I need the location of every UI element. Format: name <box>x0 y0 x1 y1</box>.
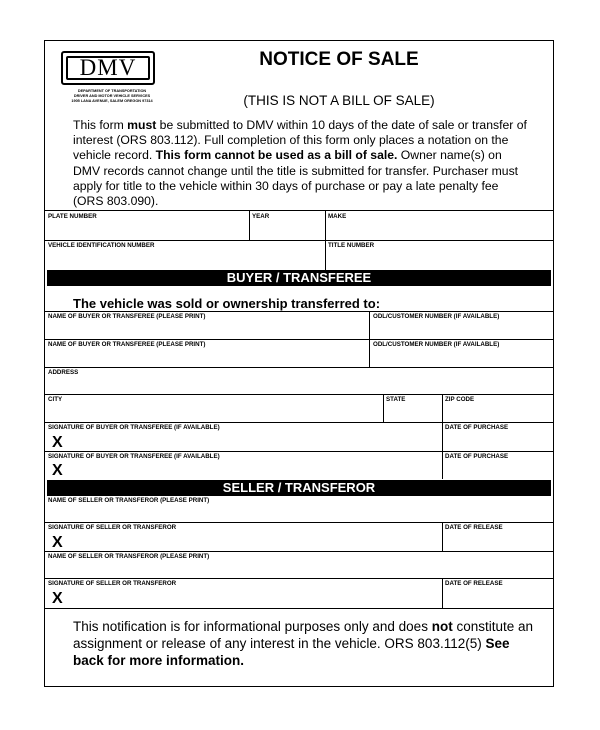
buyer-section-header: BUYER / TRANSFEREE <box>47 270 551 286</box>
address-label: ADDRESS <box>48 369 79 376</box>
seller-name-2-label: NAME OF SELLER OR TRANSFEROR (PLEASE PRINT) <box>48 553 210 560</box>
purchase-date-1-label: DATE OF PURCHASE <box>445 424 509 431</box>
divider <box>45 522 553 523</box>
intro-paragraph <box>73 118 528 209</box>
release-date-2-label: DATE OF RELEASE <box>445 580 503 587</box>
divider <box>45 367 553 368</box>
seller-signature-1-label: SIGNATURE OF SELLER OR TRANSFEROR <box>48 524 177 531</box>
footer-emphasis-not: not <box>431 619 453 634</box>
seller-name-1-label: NAME OF SELLER OR TRANSFEROR (PLEASE PRINT) <box>48 497 210 504</box>
odl-1-label: ODL/CUSTOMER NUMBER (IF AVAILABLE) <box>373 313 500 320</box>
signature-mark-seller-2: X <box>52 590 63 607</box>
signature-mark-buyer-2: X <box>52 462 63 479</box>
page-subtitle: (THIS IS NOT A BILL OF SALE) <box>243 93 435 108</box>
state-label: STATE <box>386 396 406 403</box>
divider <box>383 394 384 422</box>
buyer-name-1-label: NAME OF BUYER OR TRANSFEREE (PLEASE PRINT) <box>48 313 206 320</box>
purchase-date-2-label: DATE OF PURCHASE <box>445 453 509 460</box>
page-title: NOTICE OF SALE <box>259 49 419 70</box>
divider <box>45 339 553 340</box>
divider <box>45 608 553 609</box>
signature-mark-seller-1: X <box>52 534 63 551</box>
intro-emphasis-bill: This form cannot be used as a bill of sale. <box>155 148 398 163</box>
dmv-dept-line: DEPARTMENT OF TRANSPORTATION <box>77 89 147 93</box>
divider <box>45 210 553 211</box>
footer-notice <box>73 618 533 669</box>
dmv-division-line: DRIVER AND MOTOR VEHICLE SERVICES <box>73 94 151 98</box>
divider <box>45 451 553 452</box>
transfer-statement: The vehicle was sold or ownership transferred to: <box>73 296 381 311</box>
divider <box>45 578 553 579</box>
footer-text-1: This notification is for informational purposes only and does <box>73 619 432 634</box>
footer-text-2: constitute an assignment or release of any interest in the vehicle. ORS 803.112(5) <box>73 619 534 651</box>
intro-text-2: be submitted to DMV within 10 days of the date of sale or transfer of interest (ORS 803.112). Full completion of this form only places a notation on the vehicle record. <box>73 118 527 163</box>
seller-section-header: SELLER / TRANSFEROR <box>47 480 551 496</box>
signature-mark-buyer-1: X <box>52 434 63 451</box>
divider <box>45 422 553 423</box>
dmv-logo-text: DMV <box>66 56 150 80</box>
notice-of-sale-form <box>44 40 554 687</box>
buyer-signature-2-label: SIGNATURE OF BUYER OR TRANSFEREE (IF AVAILABLE) <box>48 453 220 460</box>
footer-see-back: See back for more information. <box>73 636 510 668</box>
make-label: MAKE <box>328 213 347 220</box>
divider <box>45 551 553 552</box>
buyer-name-2-label: NAME OF BUYER OR TRANSFEREE (PLEASE PRINT) <box>48 341 206 348</box>
plate-number-label: PLATE NUMBER <box>48 213 97 220</box>
divider <box>249 210 250 240</box>
intro-emphasis-must: must <box>127 118 157 132</box>
divider <box>442 578 443 608</box>
seller-signature-2-label: SIGNATURE OF SELLER OR TRANSFEROR <box>48 580 177 587</box>
intro-text-1: This form <box>73 118 128 132</box>
year-label: YEAR <box>252 213 270 220</box>
release-date-1-label: DATE OF RELEASE <box>445 524 503 531</box>
city-label: CITY <box>48 396 63 403</box>
dmv-address-line: 1905 LANA AVENUE, SALEM OREGON 97314 <box>71 99 153 103</box>
buyer-signature-1-label: SIGNATURE OF BUYER OR TRANSFEREE (IF AVAILABLE) <box>48 424 220 431</box>
intro-text-3: Owner name(s) on DMV records cannot change until the title is submitted for transfer. Purchaser must apply for title to the vehicle within 30 days of purchase or pay a late penalty fee (ORS 803.090). <box>73 148 519 209</box>
divider <box>442 394 443 479</box>
odl-2-label: ODL/CUSTOMER NUMBER (IF AVAILABLE) <box>373 341 500 348</box>
zip-code-label: ZIP CODE <box>445 396 475 403</box>
divider <box>442 522 443 551</box>
title-number-label: TITLE NUMBER <box>328 242 375 249</box>
divider <box>45 240 553 241</box>
vin-label: VEHICLE IDENTIFICATION NUMBER <box>48 242 155 249</box>
divider <box>45 394 553 395</box>
divider <box>45 311 553 312</box>
